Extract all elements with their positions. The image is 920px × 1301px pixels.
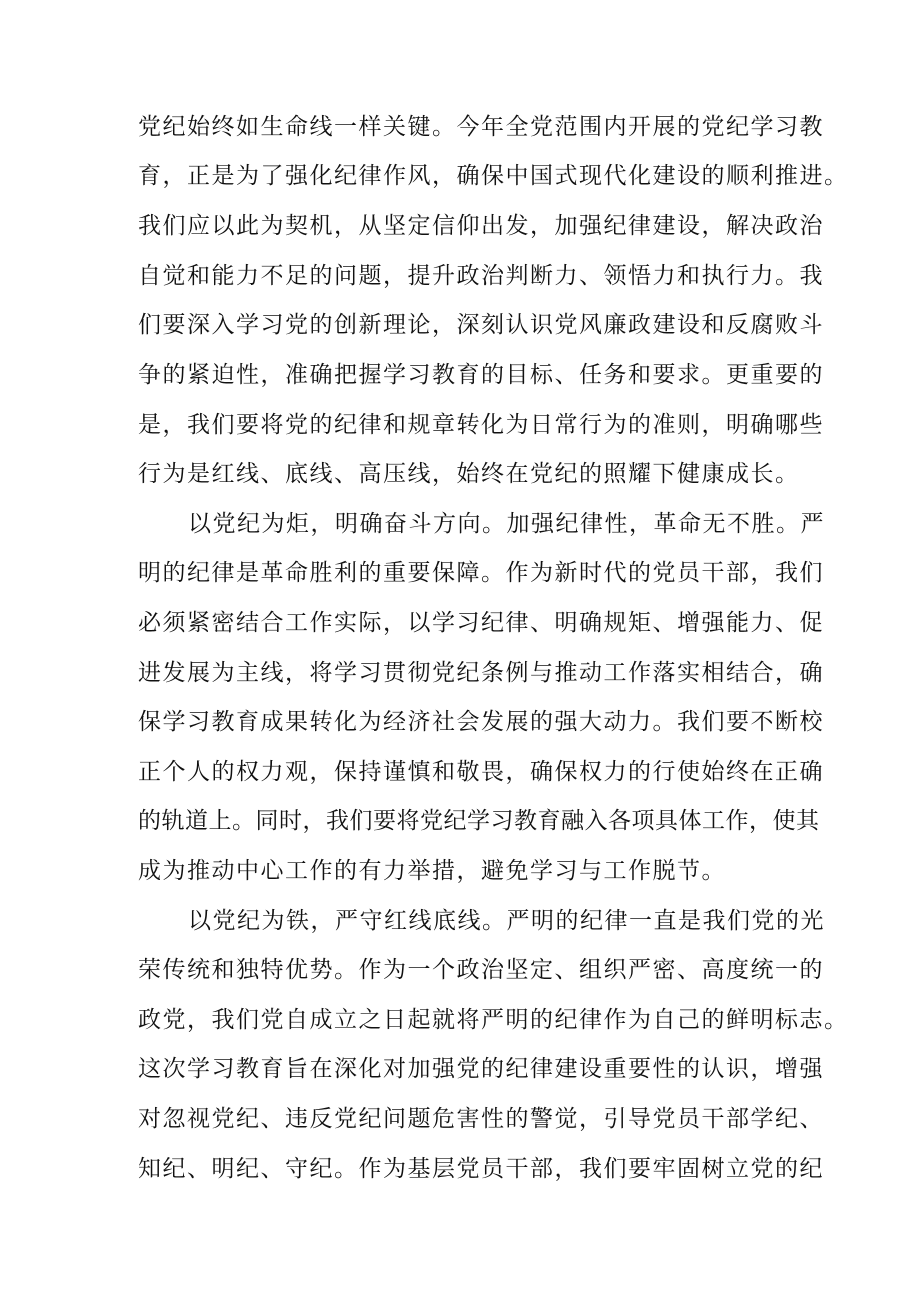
text-line: 知纪、明纪、守纪。作为基层党员干部，我们要牢固树立党的纪 <box>138 1156 824 1182</box>
text-line: 自觉和能力不足的问题，提升政治判断力、领悟力和执行力。我 <box>138 263 824 289</box>
text-line: 的轨道上。同时，我们要将党纪学习教育融入各项具体工作，使其 <box>138 808 820 834</box>
text-line: 正个人的权力观，保持谨慎和敬畏，确保权力的行使始终在正确 <box>138 759 824 785</box>
text-line: 争的紧迫性，准确把握学习教育的目标、任务和要求。更重要的 <box>138 362 824 388</box>
text-line: 政党，我们党自成立之日起就将严明的纪律作为自己的鲜明标志。 <box>138 1007 849 1033</box>
text-line: 是，我们要将党的纪律和规章转化为日常行为的准则，明确哪些 <box>138 412 824 438</box>
text-line: 育，正是为了强化纪律作风，确保中国式现代化建设的顺利推进。 <box>138 163 849 189</box>
text-line: 这次学习教育旨在深化对加强党的纪律建设重要性的认识，增强 <box>138 1056 824 1082</box>
text-line: 对忽视党纪、违反党纪问题危害性的警觉，引导党员干部学纪、 <box>138 1106 824 1132</box>
paragraph-start-line: 以党纪为铁，严守红线底线。严明的纪律一直是我们党的光 <box>188 908 825 934</box>
text-line: 荣传统和独特优势。作为一个政治坚定、组织严密、高度统一的 <box>138 957 824 983</box>
text-line: 进发展为主线，将学习贯彻党纪条例与推动工作落实相结合，确 <box>138 660 824 686</box>
text-line: 成为推动中心工作的有力举措，避免学习与工作脱节。 <box>138 858 726 884</box>
text-line: 保学习教育成果转化为经济社会发展的强大动力。我们要不断校 <box>138 709 824 735</box>
text-line: 明的纪律是革命胜利的重要保障。作为新时代的党员干部，我们 <box>138 560 824 586</box>
text-line: 必须紧密结合工作实际，以学习纪律、明确规矩、增强能力、促 <box>138 610 824 636</box>
text-line: 们要深入学习党的创新理论，深刻认识党风廉政建设和反腐败斗 <box>138 312 824 338</box>
text-line: 我们应以此为契机，从坚定信仰出发，加强纪律建设，解决政治 <box>138 213 824 239</box>
paragraph-start-line: 以党纪为炬，明确奋斗方向。加强纪律性，革命无不胜。严 <box>188 511 825 537</box>
text-line: 党纪始终如生命线一样关键。今年全党范围内开展的党纪学习教 <box>138 114 824 140</box>
text-line: 行为是红线、底线、高压线，始终在党纪的照耀下健康成长。 <box>138 461 800 487</box>
